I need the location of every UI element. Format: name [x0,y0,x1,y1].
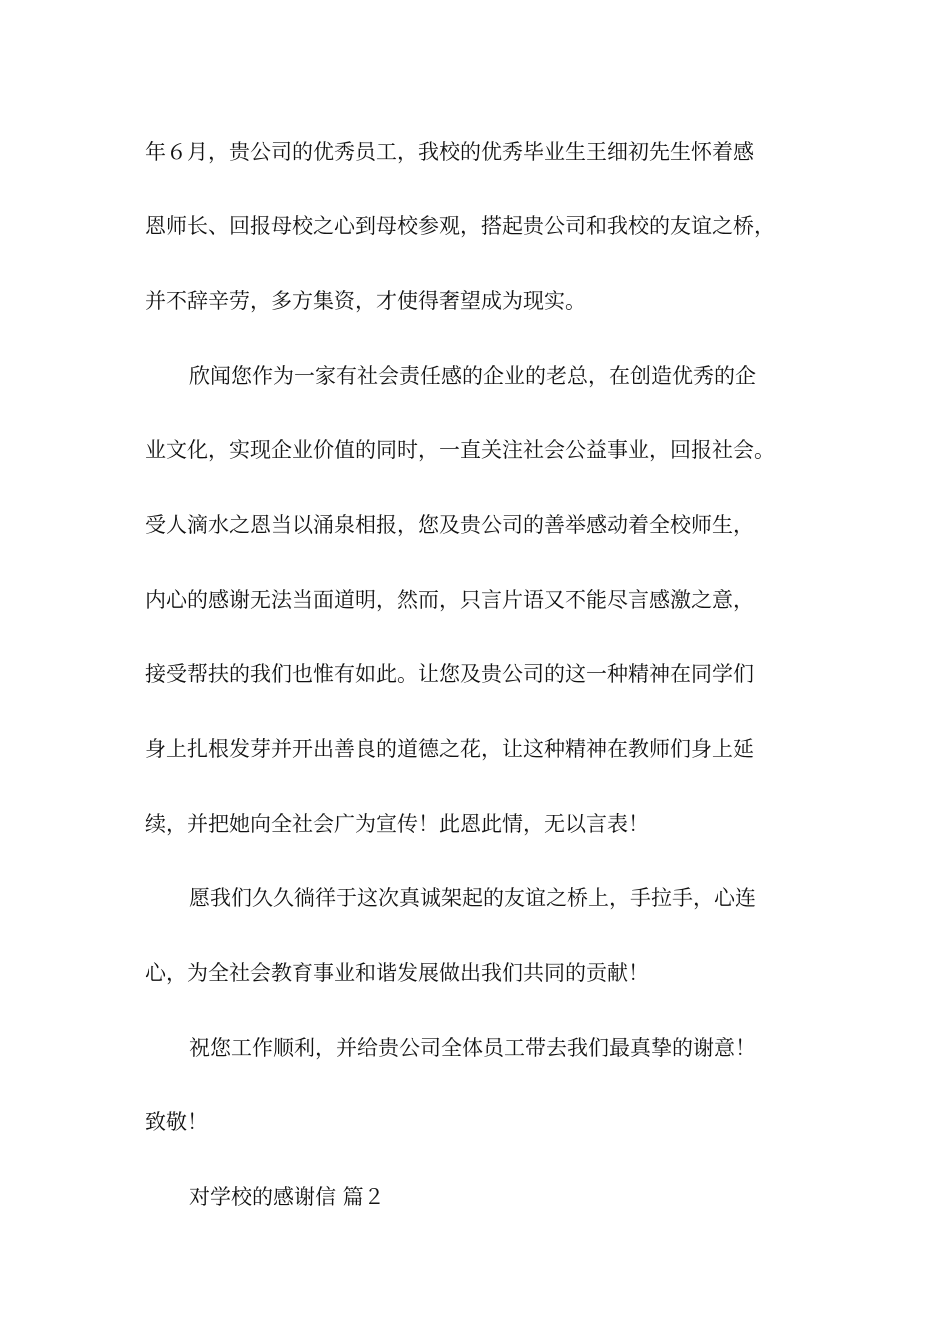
text-line-1: 年６月，贵公司的优秀员工，我校的优秀毕业生王细初先生怀着感 [145,140,754,164]
section-heading: 对学校的感谢信 篇２ [189,1185,385,1209]
text-line-7: 内心的感谢无法当面道明，然而，只言片语又不能尽言感激之意， [145,588,754,612]
text-line-12: 心，为全社会教育事业和谐发展做出我们共同的贡献！ [145,961,649,985]
text-line-10: 续，并把她向全社会广为宣传！此恩此情，无以言表！ [145,812,649,836]
text-line-3: 并不辞辛劳，多方集资，才使得奢望成为现实。 [145,289,586,313]
paragraph-start-line: 欣闻您作为一家有社会责任感的企业的老总，在创造优秀的企 [189,364,756,388]
text-line-8: 接受帮扶的我们也惟有如此。让您及贵公司的这一种精神在同学们 [145,662,754,686]
closing-wish-line: 祝您工作顺利，并给贵公司全体员工带去我们最真挚的谢意！ [189,1036,756,1060]
paragraph-start-line: 愿我们久久徜徉于这次真诚架起的友谊之桥上，手拉手，心连 [189,886,756,910]
text-line-9: 身上扎根发芽并开出善良的道德之花，让这种精神在教师们身上延 [145,737,754,761]
text-line-5: 业文化，实现企业价值的同时，一直关注社会公益事业，回报社会。 [145,438,775,462]
salutation-line: 致敬！ [145,1110,208,1134]
text-line-2: 恩师长、回报母校之心到母校参观，搭起贵公司和我校的友谊之桥， [145,214,775,238]
text-line-6: 受人滴水之恩当以涌泉相报，您及贵公司的善举感动着全校师生， [145,513,754,537]
